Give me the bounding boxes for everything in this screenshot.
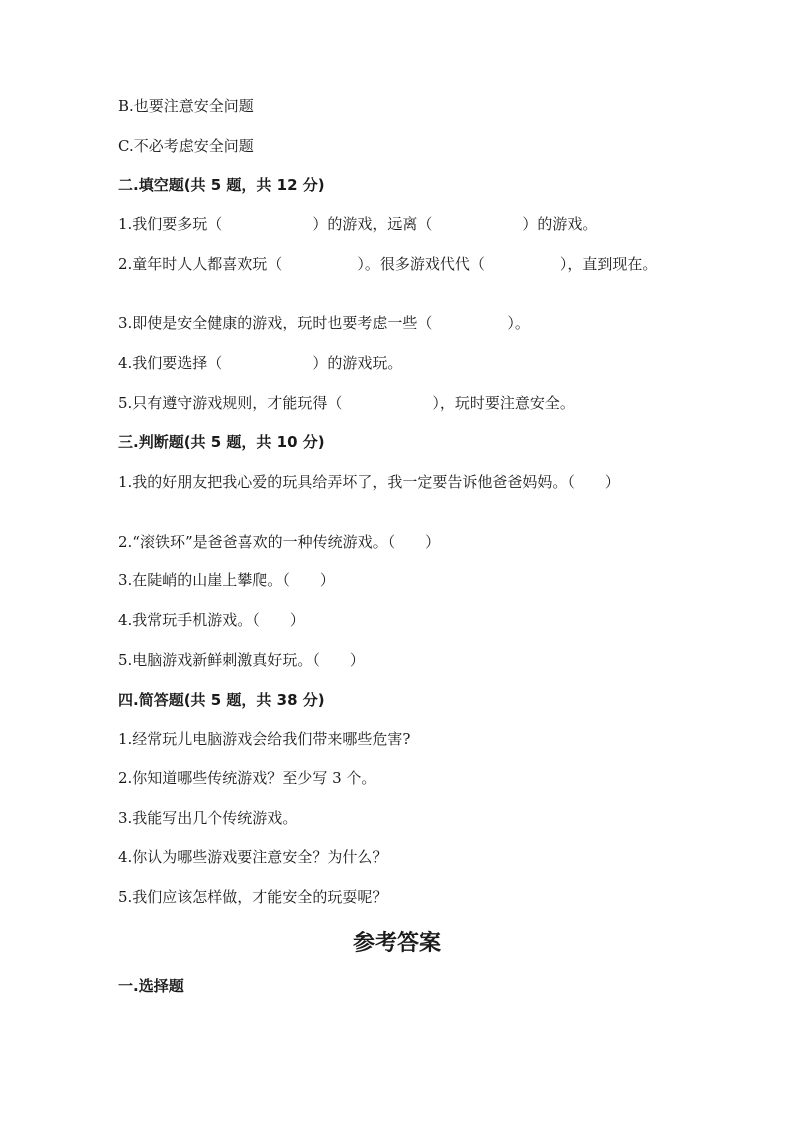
fill-question-5: 5.只有遵守游戏规则，才能玩得（ ），玩时要注意安全。 [118, 394, 575, 412]
option-c: C.不必考虑安全问题 [118, 137, 254, 155]
answer-key-title: 参考答案 [352, 930, 441, 956]
fill-question-4: 4.我们要选择（ ）的游戏玩。 [118, 354, 403, 372]
short-question-5: 5.我们应该怎样做，才能安全的玩耍呢？ [118, 888, 388, 906]
judge-question-5: 5.电脑游戏新鲜刺激真好玩。（ ） [118, 651, 365, 669]
option-b: B.也要注意安全问题 [118, 97, 254, 115]
short-question-2: 2.你知道哪些传统游戏？至少写 3 个。 [118, 769, 377, 787]
answer-section-heading: 一.选择题 [118, 977, 184, 995]
judge-question-2: 2.“滚铁环”是爸爸喜欢的一种传统游戏。（ ） [118, 533, 441, 551]
short-question-1: 1.经常玩儿电脑游戏会给我们带来哪些危害? [118, 730, 411, 748]
fill-question-2: 2.童年时人人都喜欢玩（ ）。很多游戏代代（ ），直到现在。 [118, 255, 658, 273]
judge-question-1: 1.我的好朋友把我心爱的玩具给弄坏了，我一定要告诉他爸爸妈妈。（ ） [118, 473, 620, 491]
fill-question-1: 1.我们要多玩（ ）的游戏，远离（ ）的游戏。 [118, 215, 598, 233]
fill-question-3: 3.即使是安全健康的游戏，玩时也要考虑一些（ ）。 [118, 314, 530, 332]
short-question-3: 3.我能写出几个传统游戏。 [118, 809, 298, 827]
short-section-heading: 四.简答题(共 5 题，共 38 分) [118, 691, 325, 709]
judge-question-3: 3.在陡峭的山崖上攀爬。（ ） [118, 571, 335, 589]
fill-section-heading: 二.填空题(共 5 题，共 12 分) [118, 176, 325, 194]
judge-section-heading: 三.判断题(共 5 题，共 10 分) [118, 433, 325, 451]
judge-question-4: 4.我常玩手机游戏。（ ） [118, 611, 305, 629]
short-question-4: 4.你认为哪些游戏要注意安全？为什么？ [118, 848, 388, 866]
